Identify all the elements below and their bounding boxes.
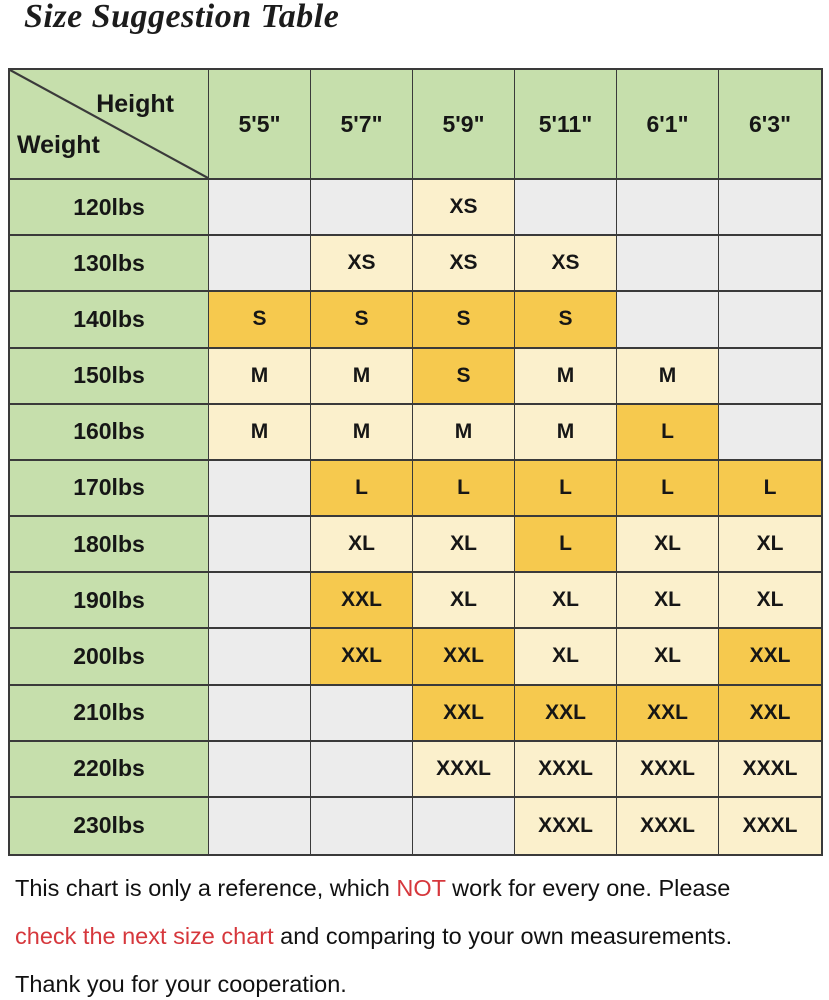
size-cell: M [515,349,617,405]
size-cell: XL [413,573,515,629]
height-header: 5'11" [515,70,617,180]
size-cell [311,686,413,742]
weight-label: 220lbs [10,742,209,798]
size-cell: XXL [413,629,515,685]
size-cell [311,798,413,854]
size-cell: XL [617,517,719,573]
height-header: 5'7" [311,70,413,180]
footer-line [15,864,823,912]
size-cell: L [617,405,719,461]
footer-note [15,864,823,1000]
size-cell: XXL [311,629,413,685]
size-cell [209,461,311,517]
size-cell [209,517,311,573]
size-cell: M [617,349,719,405]
size-cell: M [311,405,413,461]
diagonal-divider-line [10,70,208,178]
size-cell [209,686,311,742]
size-cell: S [311,292,413,348]
size-cell: S [209,292,311,348]
footer-line [15,960,823,1000]
size-cell: S [413,349,515,405]
size-cell: XXXL [617,798,719,854]
footer-text: and comparing to your own measurements. [273,923,733,949]
size-cell [413,798,515,854]
size-cell [209,180,311,236]
size-cell: XXL [515,686,617,742]
weight-label: 200lbs [10,629,209,685]
height-header: 6'3" [719,70,821,180]
size-cell: L [719,461,821,517]
size-cell [719,405,821,461]
footer-highlight-text: check the next size chart [15,923,274,949]
size-cell [209,798,311,854]
size-cell: XXXL [515,742,617,798]
height-header: 5'5" [209,70,311,180]
size-cell: XS [515,236,617,292]
size-cell: M [209,349,311,405]
height-header: 6'1" [617,70,719,180]
size-cell [515,180,617,236]
size-cell: XXL [617,686,719,742]
size-cell: XL [413,517,515,573]
size-cell: S [515,292,617,348]
size-cell: M [311,349,413,405]
corner-height-label: Height [96,90,174,118]
corner-cell [10,70,209,180]
size-cell: L [311,461,413,517]
size-cell: XXXL [617,742,719,798]
size-cell: XL [515,573,617,629]
weight-label: 180lbs [10,517,209,573]
size-cell: M [413,405,515,461]
size-cell: XXXL [515,798,617,854]
size-cell [209,629,311,685]
size-cell: XXL [413,686,515,742]
size-cell: S [413,292,515,348]
size-suggestion-table [8,68,823,856]
size-cell: XS [413,180,515,236]
weight-label: 140lbs [10,292,209,348]
weight-label: 150lbs [10,349,209,405]
footer-text: work for every one. Please [445,875,731,901]
size-cell: XS [413,236,515,292]
size-cell: M [209,405,311,461]
size-cell [311,180,413,236]
size-cell: XXL [719,629,821,685]
size-cell: M [515,405,617,461]
weight-label: 210lbs [10,686,209,742]
size-cell: XL [719,573,821,629]
size-cell: XL [617,629,719,685]
height-header: 5'9" [413,70,515,180]
size-cell [719,180,821,236]
size-cell: XXXL [719,742,821,798]
size-cell: XXXL [413,742,515,798]
footer-text: This chart is only a reference, which [15,875,397,901]
size-cell [209,573,311,629]
size-cell [719,236,821,292]
corner-weight-label: Weight [17,131,100,159]
weight-label: 190lbs [10,573,209,629]
size-cell: XL [311,517,413,573]
weight-label: 160lbs [10,405,209,461]
size-cell: L [515,517,617,573]
weight-label: 170lbs [10,461,209,517]
size-cell: XL [719,517,821,573]
weight-label: 130lbs [10,236,209,292]
weight-label: 230lbs [10,798,209,854]
size-cell [719,292,821,348]
size-cell: XXL [719,686,821,742]
size-cell: L [515,461,617,517]
size-cell [617,292,719,348]
size-cell [209,236,311,292]
size-cell [311,742,413,798]
size-cell [617,180,719,236]
size-cell: XL [617,573,719,629]
weight-label: 120lbs [10,180,209,236]
size-cell: L [413,461,515,517]
size-cell: L [617,461,719,517]
size-cell [617,236,719,292]
size-cell: XXXL [719,798,821,854]
size-cell: XL [515,629,617,685]
footer-line [15,912,823,960]
footer-text: Thank you for your cooperation. [15,971,347,997]
size-cell: XS [311,236,413,292]
size-cell: XXL [311,573,413,629]
size-cell [719,349,821,405]
page-title: Size Suggestion Table [24,0,340,35]
size-cell [209,742,311,798]
footer-highlight-text: NOT [396,875,446,901]
